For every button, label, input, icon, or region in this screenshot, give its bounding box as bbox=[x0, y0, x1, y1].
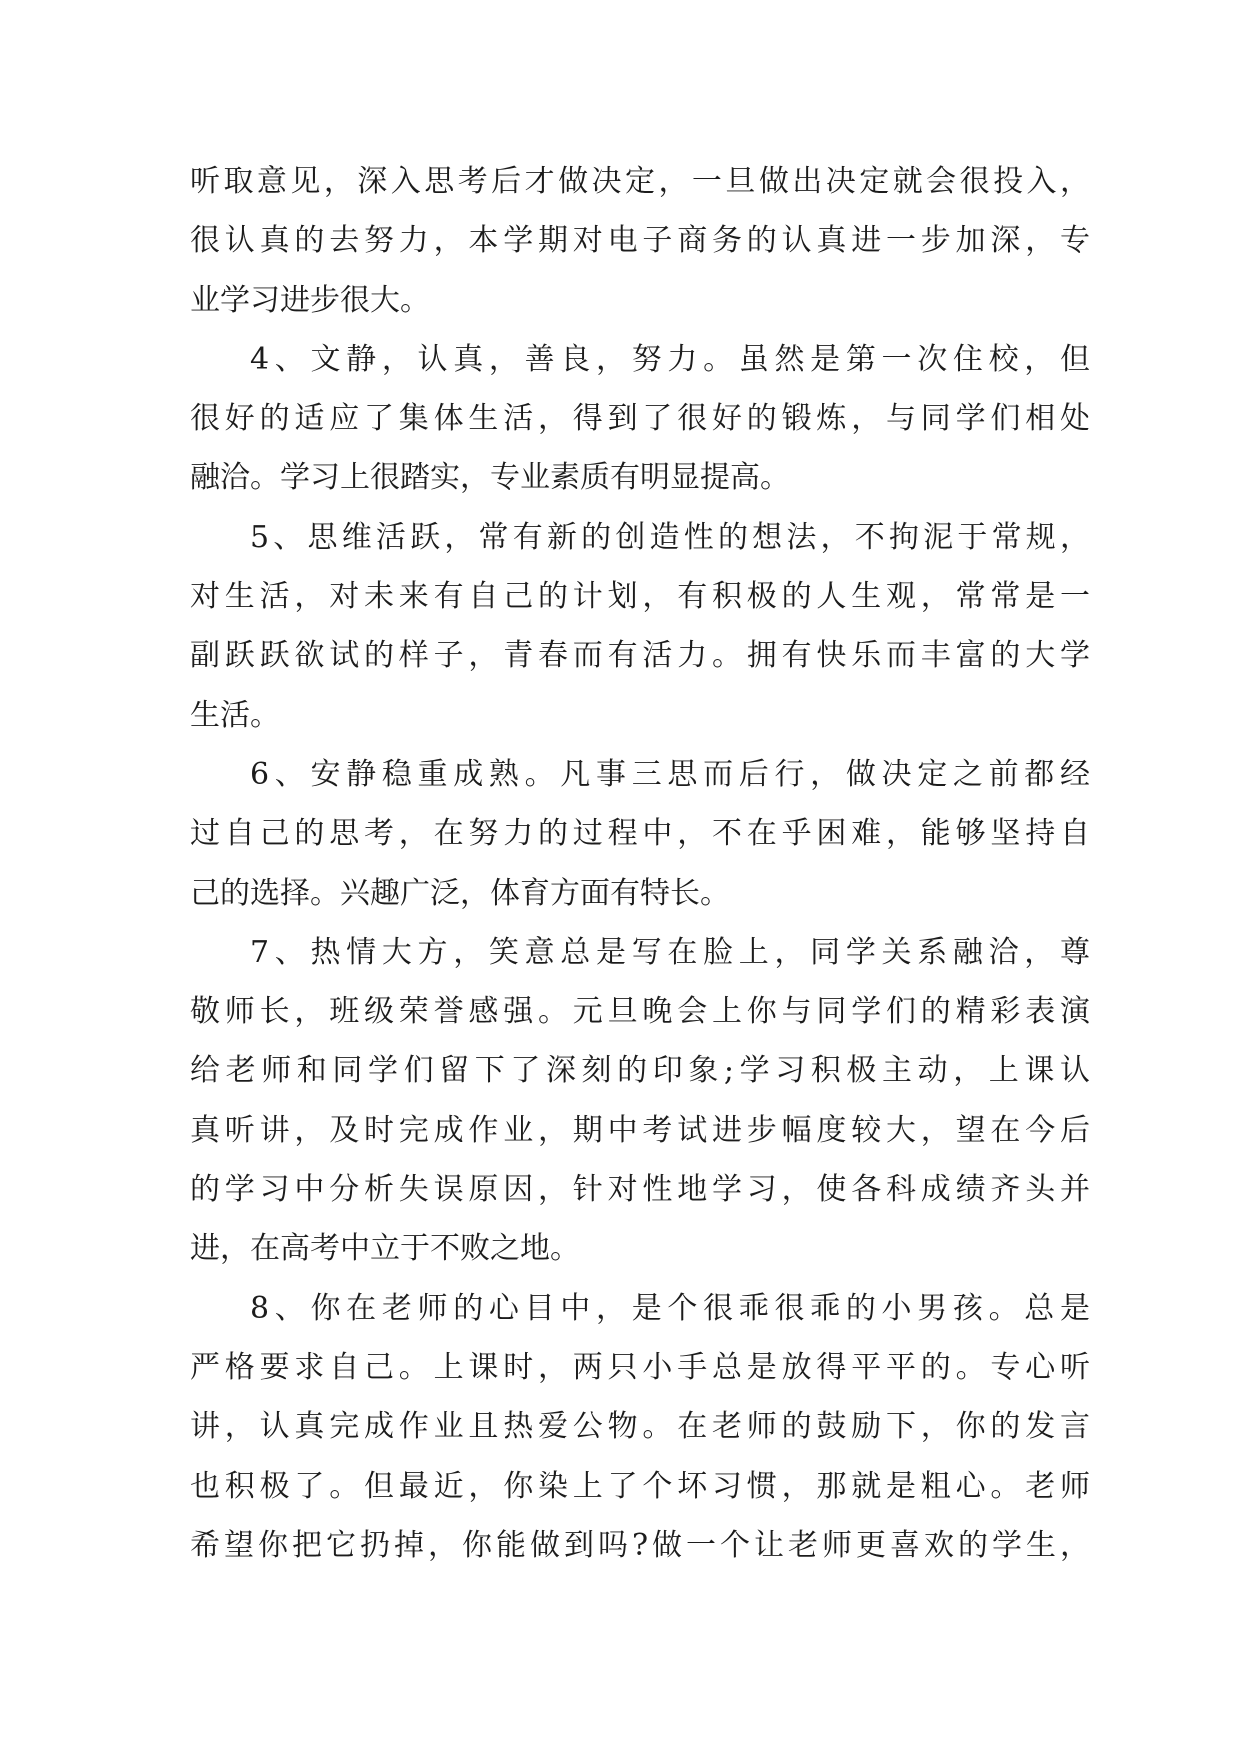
paragraph-8-line: 8、你在老师的心目中，是个很乖很乖的小男孩。总是 bbox=[250, 1290, 1090, 1326]
text-line: 进，在高考中立于不败之地。 bbox=[190, 1231, 580, 1267]
text-line: 融洽。学习上很踏实，专业素质有明显提高。 bbox=[190, 460, 790, 496]
text-line: 过自己的思考，在努力的过程中，不在乎困难，能够坚持自 bbox=[190, 816, 1090, 852]
text-line: 生活。 bbox=[190, 697, 280, 733]
text-line: 希望你把它扔掉，你能做到吗?做一个让老师更喜欢的学生， bbox=[190, 1527, 1090, 1563]
paragraph-4-line: 4、文静，认真，善良，努力。虽然是第一次住校，但 bbox=[250, 341, 1090, 377]
text-line: 讲，认真完成作业且热爱公物。在老师的鼓励下，你的发言 bbox=[190, 1409, 1090, 1445]
text-line: 对生活，对未来有自己的计划，有积极的人生观，常常是一 bbox=[190, 579, 1090, 615]
text-line: 很认真的去努力，本学期对电子商务的认真进一步加深，专 bbox=[190, 223, 1090, 259]
text-line: 给老师和同学们留下了深刻的印象;学习积极主动，上课认 bbox=[190, 1053, 1090, 1089]
paragraph-5-line: 5、思维活跃，常有新的创造性的想法，不拘泥于常规， bbox=[250, 519, 1090, 555]
text-line: 很好的适应了集体生活，得到了很好的锻炼，与同学们相处 bbox=[190, 401, 1090, 437]
document-body bbox=[190, 152, 1090, 1575]
text-line: 也积极了。但最近，你染上了个坏习惯，那就是粗心。老师 bbox=[190, 1468, 1090, 1504]
text-line: 己的选择。兴趣广泛，体育方面有特长。 bbox=[190, 875, 730, 911]
text-line: 听取意见，深入思考后才做决定，一旦做出决定就会很投入， bbox=[190, 164, 1090, 199]
text-line: 严格要求自己。上课时，两只小手总是放得平平的。专心听 bbox=[190, 1349, 1090, 1385]
text-line: 的学习中分析失误原因，针对性地学习，使各科成绩齐头并 bbox=[190, 1172, 1090, 1208]
text-line: 副跃跃欲试的样子，青春而有活力。拥有快乐而丰富的大学 bbox=[190, 638, 1090, 674]
text-line: 业学习进步很大。 bbox=[190, 282, 430, 318]
paragraph-6-line: 6、安静稳重成熟。凡事三思而后行，做决定之前都经 bbox=[250, 756, 1090, 792]
text-line: 真听讲，及时完成作业，期中考试进步幅度较大，望在今后 bbox=[190, 1112, 1090, 1148]
paragraph-7-line: 7、热情大方，笑意总是写在脸上，同学关系融洽，尊 bbox=[250, 934, 1090, 970]
text-line: 敬师长，班级荣誉感强。元旦晚会上你与同学们的精彩表演 bbox=[190, 994, 1090, 1030]
